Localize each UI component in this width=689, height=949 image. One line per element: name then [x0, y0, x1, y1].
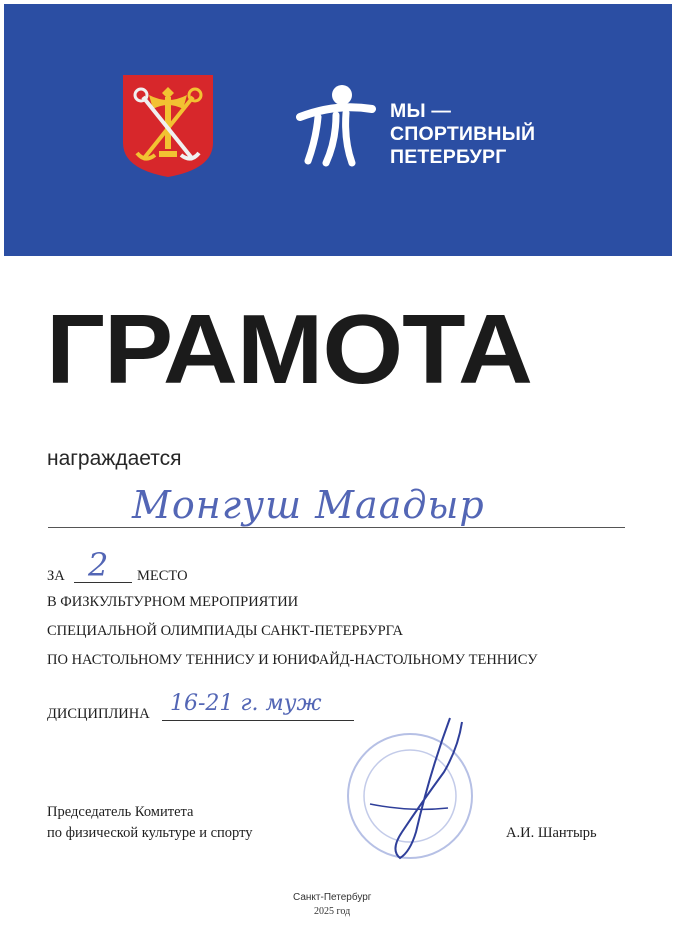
- footer-city: Санкт-Петербург: [293, 892, 372, 903]
- place-underline: [74, 582, 132, 583]
- event-line-2: СПЕЦИАЛЬНОЙ ОЛИМПИАДЫ САНКТ-ПЕТЕРБУРГА: [47, 623, 403, 639]
- footer-year: 2025 год: [314, 906, 351, 917]
- recipient-name: Монгуш Маадыр: [132, 483, 485, 527]
- place-value: 2: [88, 546, 109, 584]
- stamp-signature-icon: [330, 712, 490, 872]
- event-line-1: В ФИЗКУЛЬТУРНОМ МЕРОПРИЯТИИ: [47, 594, 299, 610]
- discipline-label: ДИСЦИПЛИНА: [47, 706, 150, 722]
- logo-line-2: СПОРТИВНЫЙ: [390, 123, 536, 145]
- signatory-position-2: по физической культуре и спорту: [47, 825, 253, 841]
- discipline-value: 16-21 г. муж: [170, 691, 322, 716]
- certificate-title: ГРАМОТА: [46, 294, 532, 404]
- sport-logo-icon: [296, 83, 376, 169]
- place-suffix: МЕСТО: [137, 568, 188, 584]
- sport-logo-text: [390, 100, 535, 169]
- discipline-underline: [162, 720, 354, 721]
- event-line-3: ПО НАСТОЛЬНОМУ ТЕННИСУ И ЮНИФАЙД-НАСТОЛЬНОМУ ТЕННИСУ: [47, 652, 538, 668]
- logo-line-1: МЫ —: [390, 100, 452, 122]
- logo-line-3: ПЕТЕРБУРГ: [390, 146, 507, 168]
- signatory-position-1: Председатель Комитета: [47, 804, 194, 820]
- coat-of-arms-icon: [119, 73, 217, 179]
- recipient-underline: [48, 527, 625, 528]
- signatory-name: А.И. Шантырь: [506, 825, 597, 841]
- place-prefix: ЗА: [47, 568, 65, 584]
- awarded-label: награждается: [47, 447, 182, 470]
